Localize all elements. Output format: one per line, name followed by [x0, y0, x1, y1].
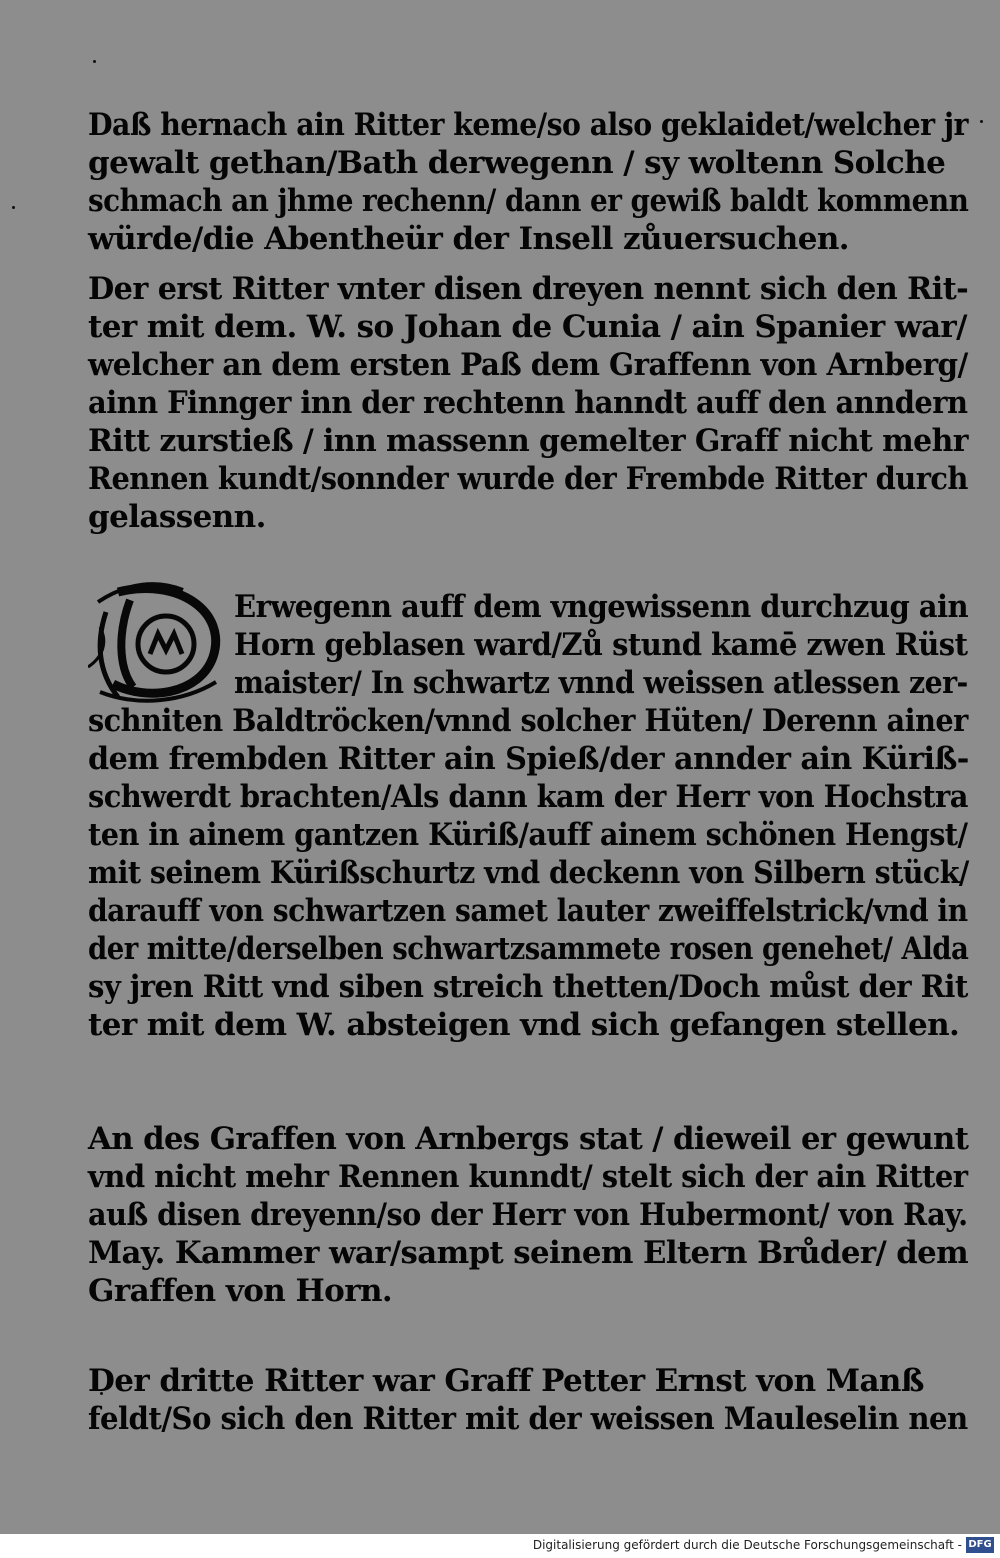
- paragraph-2: [88, 270, 968, 550]
- text-line: Erwegenn auff dem vngewissenn durchzug ain: [234, 589, 969, 625]
- text-line: ter mit dem W. absteigen vnd sich gefangen stellen.: [88, 1007, 960, 1043]
- paragraph-5: [88, 1362, 968, 1442]
- text-line: Der dritte Ritter war Graff Petter Ernst von Manß: [88, 1363, 924, 1399]
- text-line: Horn geblasen ward/Zů stund kamē zwen Rüst: [234, 627, 968, 663]
- paragraph-4: [88, 1120, 968, 1320]
- text-line: maister/ In schwartz vnnd weissen atlessen zer-: [234, 665, 968, 701]
- text-line: gelassenn.: [88, 499, 266, 535]
- text-line: gewalt gethan/Bath derwegenn / sy woltenn Solche: [88, 145, 946, 181]
- text-line: Graffen von Horn.: [88, 1273, 393, 1309]
- text-line: Daß hernach ain Ritter keme/so also geklaidet/welcher jr: [88, 107, 968, 143]
- text-line: schwerdt brachten/Als dann kam der Herr von Hochstra: [88, 779, 968, 815]
- text-line: An des Graffen von Arnbergs stat / dieweil er gewunt: [88, 1121, 969, 1157]
- text-line: feldt/So sich den Ritter mit der weissen Mauleselin nen: [88, 1401, 968, 1437]
- text-line: ainn Finnger inn der rechtenn hanndt auff den anndern: [88, 385, 968, 421]
- digitization-footer: [0, 1534, 1000, 1558]
- text-line: schmach an jhme rechenn/ dann er gewiß baldt kommenn: [88, 183, 969, 219]
- ink-speck: [93, 60, 96, 63]
- text-line: dem frembden Ritter ain Spieß/der annder ain Küriß-: [88, 741, 969, 777]
- paragraph-3: [88, 588, 968, 1068]
- text-line: vnd nicht mehr Rennen kunndt/ stelt sich der ain Ritter: [88, 1159, 968, 1195]
- text-line: schniten Baldtröcken/vnnd solcher Hüten/ Derenn ainer: [88, 703, 968, 739]
- text-line: mit seinem Kürißschurtz vnd deckenn von Silbern stück/: [88, 855, 969, 891]
- text-line: der mitte/derselben schwartzsammete rosen genehet/ Alda: [88, 931, 969, 967]
- dfg-logo-icon: DFG: [966, 1537, 994, 1553]
- text-line: würde/die Abentheür der Insell zůuersuchen.: [88, 221, 849, 257]
- text-line: auß disen dreyenn/so der Herr von Hubermont/ von Ray.: [88, 1197, 968, 1233]
- funding-notice: Digitalisierung gefördert durch die Deutsche Forschungsgemeinschaft -: [532, 1538, 962, 1552]
- text-line: ten in ainem gantzen Küriß/auff ainem schönen Hengst/: [88, 817, 968, 853]
- text-line: darauff von schwartzen samet lauter zweiffelstrick/vnd in: [88, 893, 968, 929]
- ink-speck: [980, 120, 983, 123]
- ink-speck: [12, 206, 15, 209]
- text-line: welcher an dem ersten Paß dem Graffenn von Arnberg/: [88, 347, 968, 383]
- text-line: Ritt zurstieß / inn massenn gemelter Graff nicht mehr: [88, 423, 968, 459]
- text-line: sy jren Ritt vnd siben streich thetten/Doch můst der Rit: [88, 969, 968, 1005]
- paragraph-1: [88, 106, 968, 266]
- text-line: ter mit dem. W. so Johan de Cunia / ain Spanier war/: [88, 309, 967, 345]
- text-line: Der erst Ritter vnter disen dreyen nennt sich den Rit-: [88, 271, 969, 307]
- text-line: Rennen kundt/sonnder wurde der Frembde Ritter durch: [88, 461, 968, 497]
- text-line: May. Kammer war/sampt seinem Eltern Brůder/ dem: [88, 1235, 969, 1271]
